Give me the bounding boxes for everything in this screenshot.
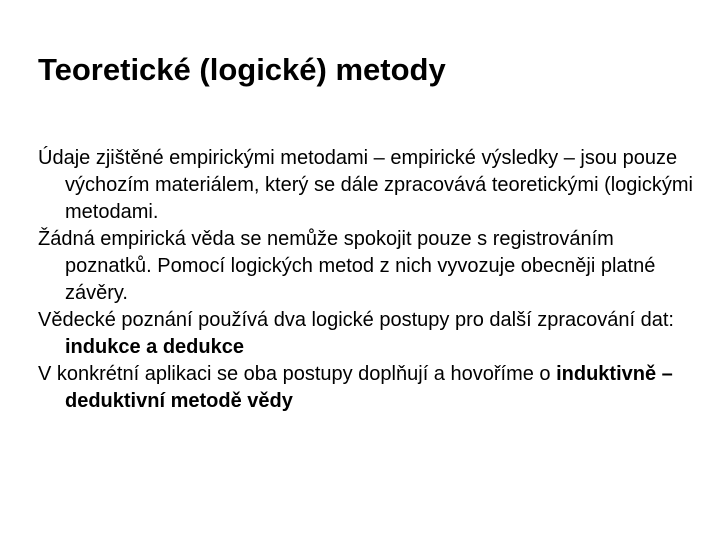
paragraph-emphasis: induktivně – deduktivní metodě vědy xyxy=(65,363,673,412)
paragraph-emphasis: indukce a dedukce xyxy=(65,336,244,358)
slide-title: Teoretické (logické) metody xyxy=(38,52,446,87)
slide-body xyxy=(38,145,698,415)
paragraph-logical-procedures xyxy=(38,307,698,361)
paragraph-text: Žádná empirická věda se nemůže spokojit pouze s registrováním poznatků. Pomocí logických metod z nich vyvozuje obecněji platné závěry. xyxy=(38,228,656,304)
paragraph-empirical-data xyxy=(38,145,698,226)
paragraph-application xyxy=(38,361,698,415)
paragraph-text: V konkrétní aplikaci se oba postupy doplňují a hovoříme o xyxy=(38,363,557,385)
paragraph-empirical-science xyxy=(38,226,698,307)
paragraph-text: Údaje zjištěné empirickými metodami – empirické výsledky – jsou pouze výchozím materiálem, který se dále zpracovává teoretickými (logickými metodami. xyxy=(38,147,693,223)
paragraph-text: Vědecké poznání používá dva logické postupy pro další zpracování dat: xyxy=(38,309,674,331)
